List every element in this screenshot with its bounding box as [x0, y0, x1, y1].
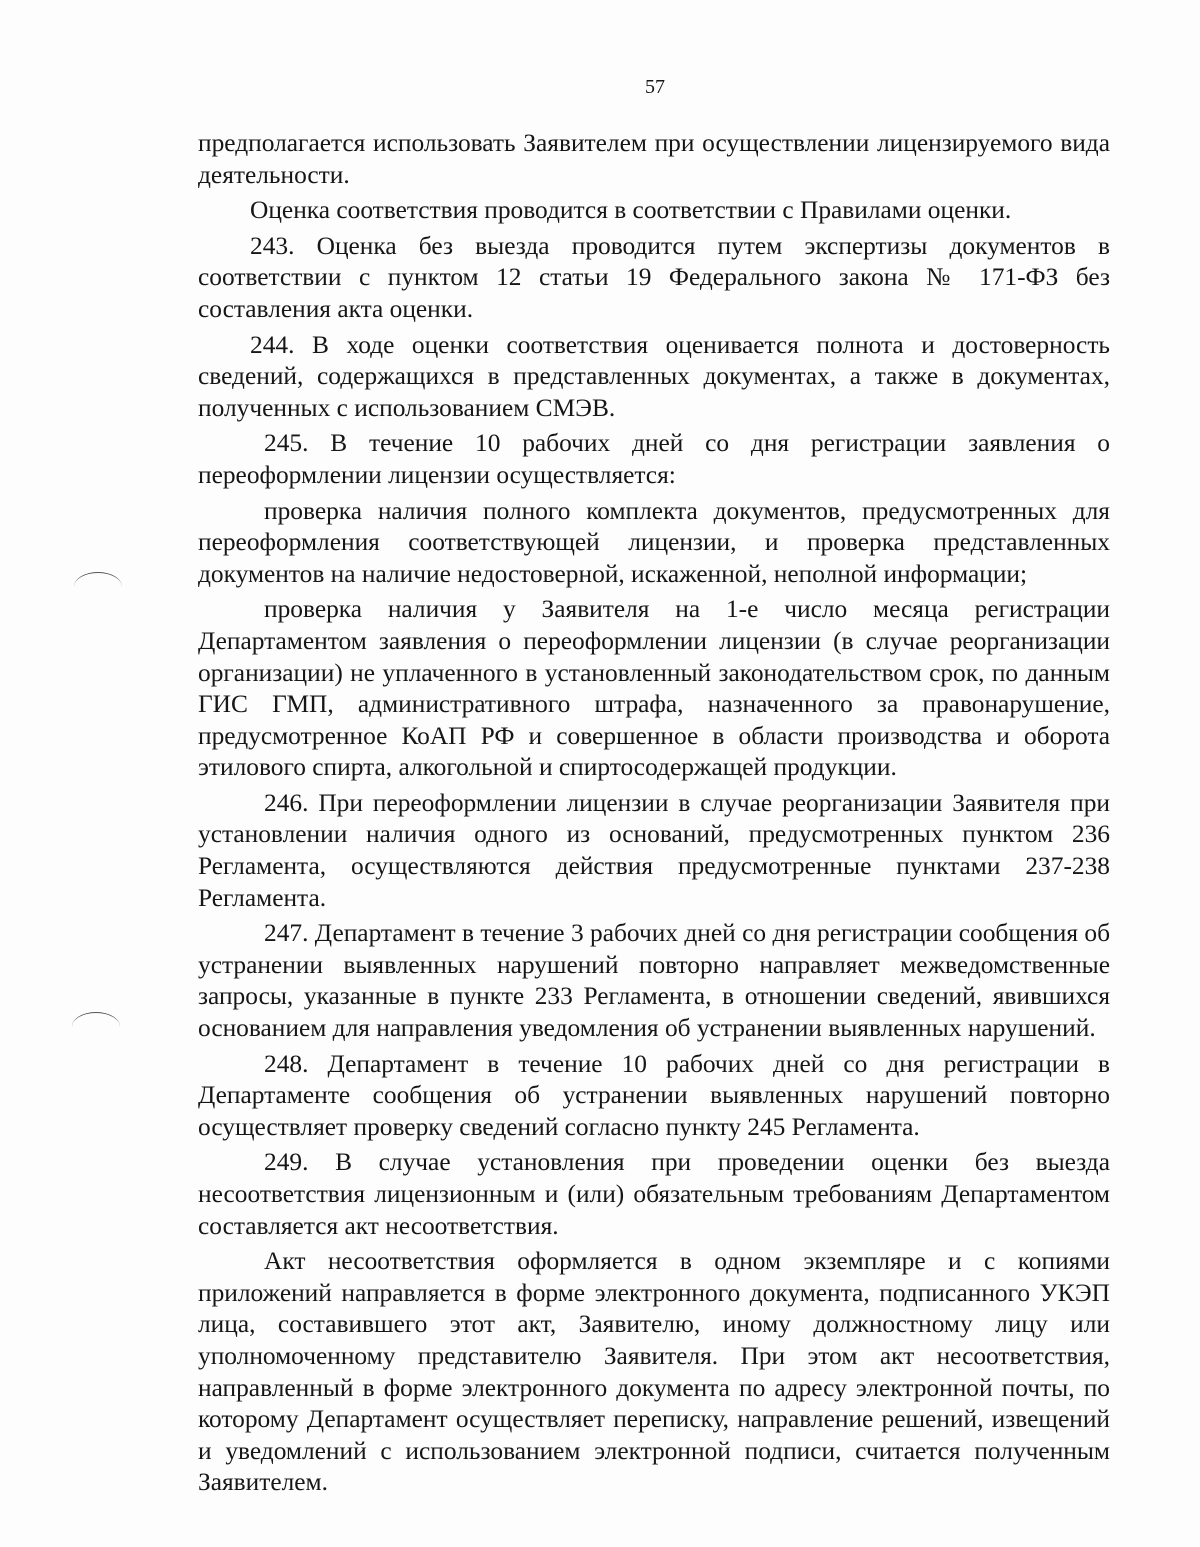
- punch-hole-mark-bottom: [72, 1012, 120, 1041]
- paragraph-243: 243. Оценка без выезда проводится путем экспертизы документов в соответствии с пунктом 12 статьи 19 Федерального закона № 171-ФЗ без составления акта оценки.: [198, 231, 1110, 323]
- document-body: [198, 128, 1110, 1503]
- paragraph-continuation: предполагается использовать Заявителем при осуществлении лицензируемого вида деятельности.: [198, 129, 1110, 189]
- paragraph-248: 248. Департамент в течение 10 рабочих дней со дня регистрации в Департаменте сообщения об устранении выявленных нарушений повторно осуществляет проверку сведений согласно пункту 245 Регламента.: [198, 1049, 1110, 1141]
- paragraph-act-of-nonconformity: Акт несоответствия оформляется в одном экземпляре и с копиями приложений направляется в форме электронного документа, подписанного УКЭП лица, составившего этот акт, Заявителю, иному должностному лицу или уполномоченному представителю Заявителя. При этом акт несоответствия, направленный в форме электронного документа по адресу электронной почты, по которому Департамент осуществляет переписку, направление решений, извещений и уведомлений с использованием электронной подписи, считается полученным Заявителем.: [198, 1247, 1110, 1497]
- paragraph-assessment-rules: Оценка соответствия проводится в соответствии с Правилами оценки.: [250, 196, 1012, 225]
- paragraph-244: 244. В ходе оценки соответствия оценивается полнота и достоверность сведений, содержащихся в представленных документах, а также в документах, полученных с использованием СМЭВ.: [198, 330, 1110, 422]
- page-number: 57: [645, 76, 665, 98]
- punch-hole-mark-top: [74, 572, 122, 601]
- paragraph-247: 247. Департамент в течение 3 рабочих дней со дня регистрации сообщения об устранении выявленных нарушений повторно направляет межведомственные запросы, указанные в пункте 233 Регламента, в отношении сведений, явившихся основанием для направления уведомления об устранении выявленных нарушений.: [198, 919, 1110, 1043]
- paragraph-245-item-1: проверка наличия полного комплекта документов, предусмотренных для переоформления соответствующей лицензии, и проверка представленных документов на наличие недостоверной, искаженной, неполной информации;: [198, 496, 1110, 588]
- paragraph-246: 246. При переоформлении лицензии в случае реорганизации Заявителя при установлении наличия одного из оснований, предусмотренных пунктом 236 Регламента, осуществляются действия предусмотренные пунктами 237-238 Регламента.: [198, 788, 1110, 912]
- paragraph-245-item-2: проверка наличия у Заявителя на 1-е число месяца регистрации Департаментом заявления о переоформлении лицензии (в случае реорганизации организации) не уплаченного в установленный законодательством срок, по данным ГИС ГМП, административного штрафа, назначенного за правонарушение, предусмотренное КоАП РФ и совершенное в области производства и оборота этилового спирта, алкогольной и спиртосодержащей продукции.: [198, 595, 1110, 782]
- paragraph-245: 245. В течение 10 рабочих дней со дня регистрации заявления о переоформлении лицензии осуществляется:: [198, 429, 1110, 489]
- paragraph-249: 249. В случае установления при проведении оценки без выезда несоответствия лицензионным и (или) обязательным требованиям Департаментом составляется акт несоответствия.: [198, 1148, 1110, 1240]
